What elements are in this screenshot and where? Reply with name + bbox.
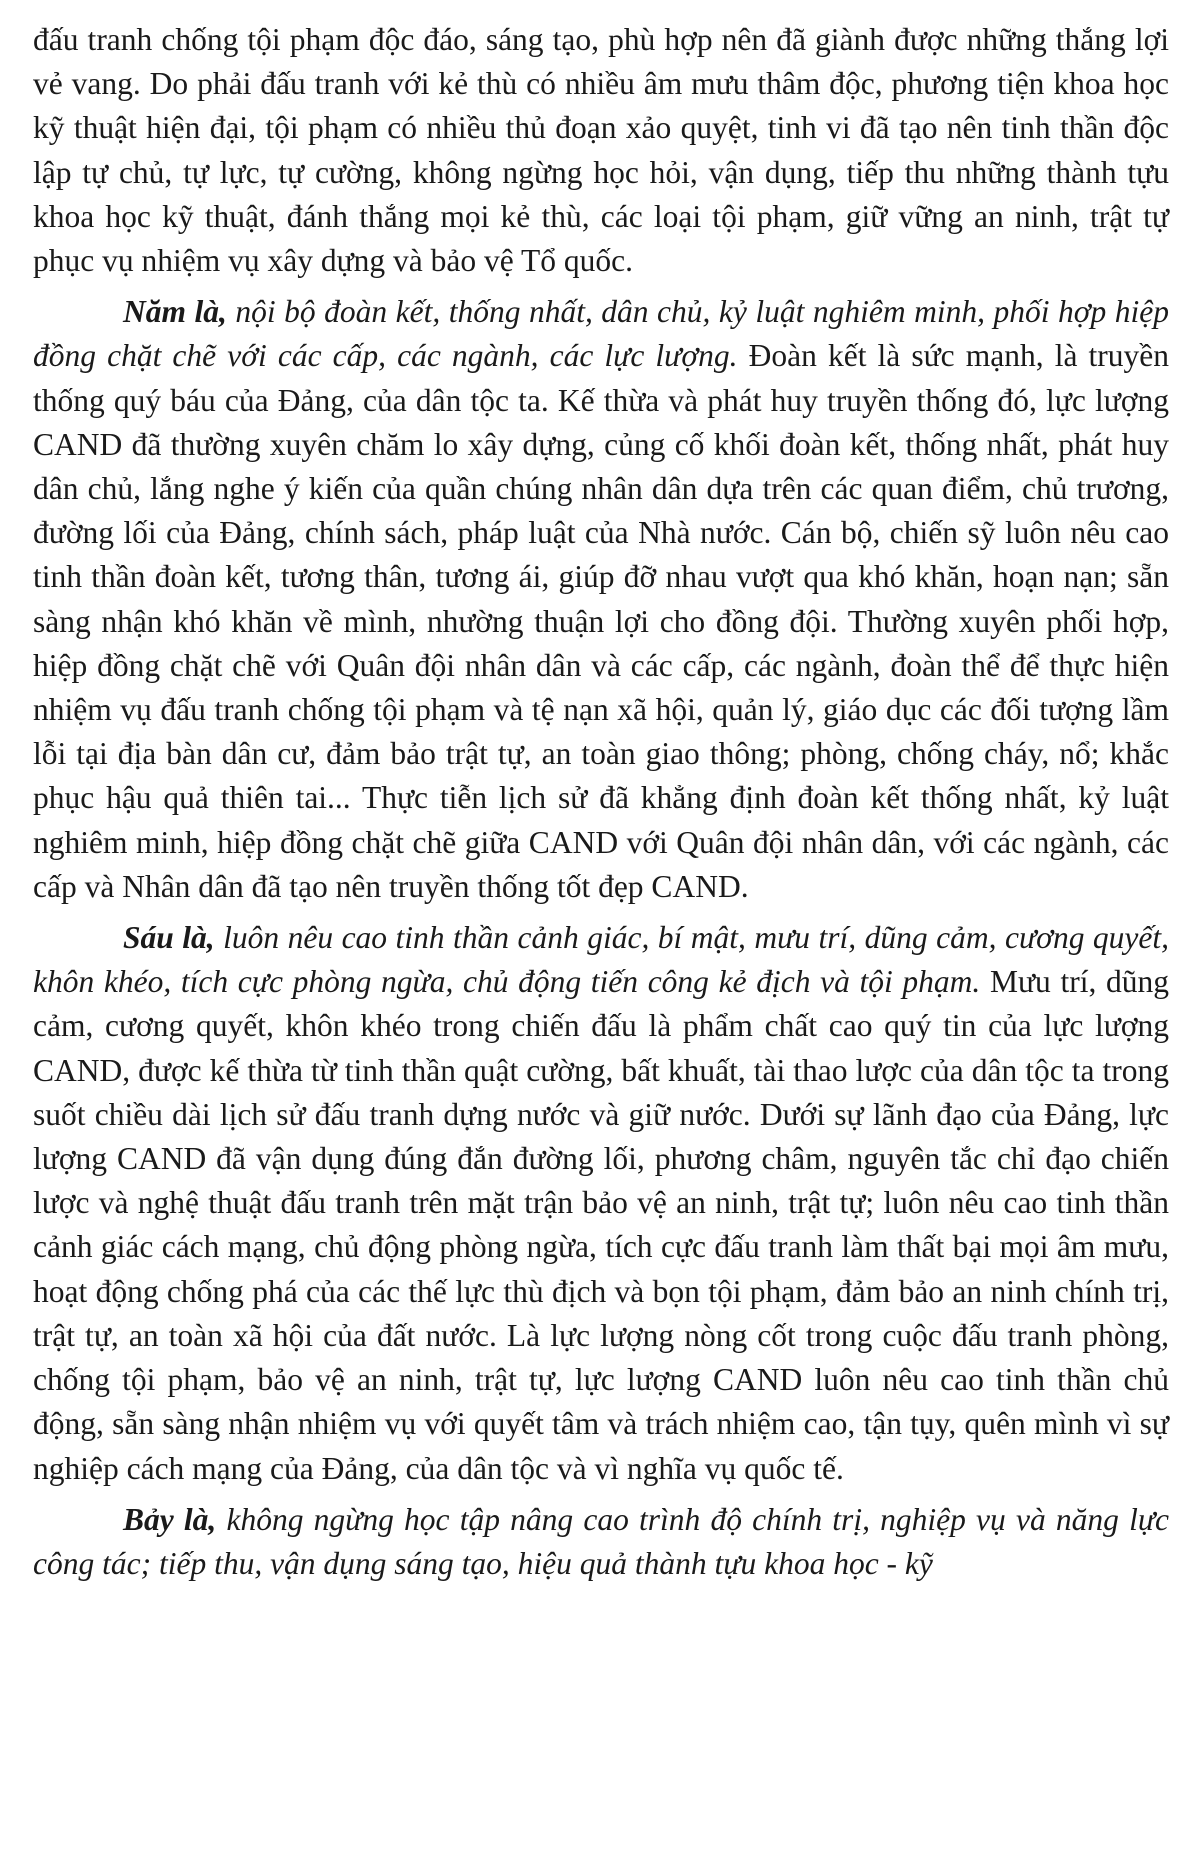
document-page [33,0,1169,1859]
paragraph-lead: Sáu là, [123,920,215,956]
paragraph-lead: Bảy là, [123,1501,217,1537]
paragraph-lead: Năm là, [123,294,227,330]
paragraph-emphasis: không ngừng học tập nâng cao trình độ chính trị, nghiệp vụ và năng lực công tác; tiếp thu, vận dụng sáng tạo, hiệu quả thành tựu khoa học - kỹ [33,1501,1169,1581]
paragraph-body: đấu tranh chống tội phạm độc đáo, sáng tạo, phù hợp nên đã giành được những thắng lợi vẻ vang. Do phải đấu tranh với kẻ thù có nhiều âm mưu thâm độc, phương tiện khoa học kỹ thuật hiện đại, tội phạm có nhiều thủ đoạn xảo quyệt, tinh vi đã tạo nên tinh thần độc lập tự chủ, tự lực, tự cường, không ngừng học hỏi, vận dụng, tiếp thu những thành tựu khoa học kỹ thuật, đánh thắng mọi kẻ thù, các loại tội phạm, giữ vững an ninh, trật tự phục vụ nhiệm vụ xây dựng và bảo vệ Tổ quốc. [33,22,1169,279]
paragraph-point-five [33,290,1169,909]
paragraph-point-six [33,916,1169,1491]
paragraph-emphasis: luôn nêu cao tinh thần cảnh giác, bí mật, mưu trí, dũng cảm, cương quyết, khôn khéo, tích cực phòng ngừa, chủ động tiến công kẻ địch và tội phạm. [33,920,1170,1000]
paragraph-continuation [33,0,1169,283]
paragraph-body: Mưu trí, dũng cảm, cương quyết, khôn khéo trong chiến đấu là phẩm chất cao quý tin của lực lượng CAND, được kế thừa từ tinh thần quật cường, bất khuất, tài thao lược của dân tộc ta trong suốt chiều dài lịch sử đấu tranh dựng nước và giữ nước. Dưới sự lãnh đạo của Đảng, lực lượng CAND đã vận dụng đúng đắn đường lối, phương châm, nguyên tắc chỉ đạo chiến lược và nghệ thuật đấu tranh trên mặt trận bảo vệ an ninh, trật tự; luôn nêu cao tinh thần cảnh giác cách mạng, chủ động phòng ngừa, tích cực đấu tranh làm thất bại mọi âm mưu, hoạt động chống phá của các thế lực thù địch và bọn tội phạm, đảm bảo an ninh chính trị, trật tự, an toàn xã hội của đất nước. Là lực lượng nòng cốt trong cuộc đấu tranh phòng, chống tội phạm, bảo vệ an ninh, trật tự, lực lượng CAND luôn nêu cao tinh thần chủ động, sẵn sàng nhận nhiệm vụ với quyết tâm và trách nhiệm cao, tận tụy, quên mình vì sự nghiệp cách mạng của Đảng, của dân tộc và vì nghĩa vụ quốc tế. [33,964,1169,1486]
paragraph-point-seven [33,1498,1169,1586]
paragraph-body: Đoàn kết là sức mạnh, là truyền thống quý báu của Đảng, của dân tộc ta. Kế thừa và phát huy truyền thống đó, lực lượng CAND đã thường xuyên chăm lo xây dựng, củng cố khối đoàn kết, thống nhất, phát huy dân chủ, lắng nghe ý kiến của quần chúng nhân dân dựa trên các quan điểm, chủ trương, đường lối của Đảng, chính sách, pháp luật của Nhà nước. Cán bộ, chiến sỹ luôn nêu cao tinh thần đoàn kết, tương thân, tương ái, giúp đỡ nhau vượt qua khó khăn, hoạn nạn; sẵn sàng nhận khó khăn về mình, nhường thuận lợi cho đồng đội. Thường xuyên phối hợp, hiệp đồng chặt chẽ với Quân đội nhân dân và các cấp, các ngành, đoàn thể để thực hiện nhiệm vụ đấu tranh chống tội phạm và tệ nạn xã hội, quản lý, giáo dục các đối tượng lầm lỗi tại địa bàn dân cư, đảm bảo trật tự, an toàn giao thông; phòng, chống cháy, nổ; khắc phục hậu quả thiên tai... Thực tiễn lịch sử đã khẳng định đoàn kết thống nhất, kỷ luật nghiêm minh, hiệp đồng chặt chẽ giữa CAND với Quân đội nhân dân, với các ngành, các cấp và Nhân dân đã tạo nên truyền thống tốt đẹp CAND. [33,338,1170,904]
paragraph-emphasis: nội bộ đoàn kết, thống nhất, dân chủ, kỷ luật nghiêm minh, phối hợp hiệp đồng chặt chẽ với các cấp, các ngành, các lực lượng. [33,294,1169,374]
